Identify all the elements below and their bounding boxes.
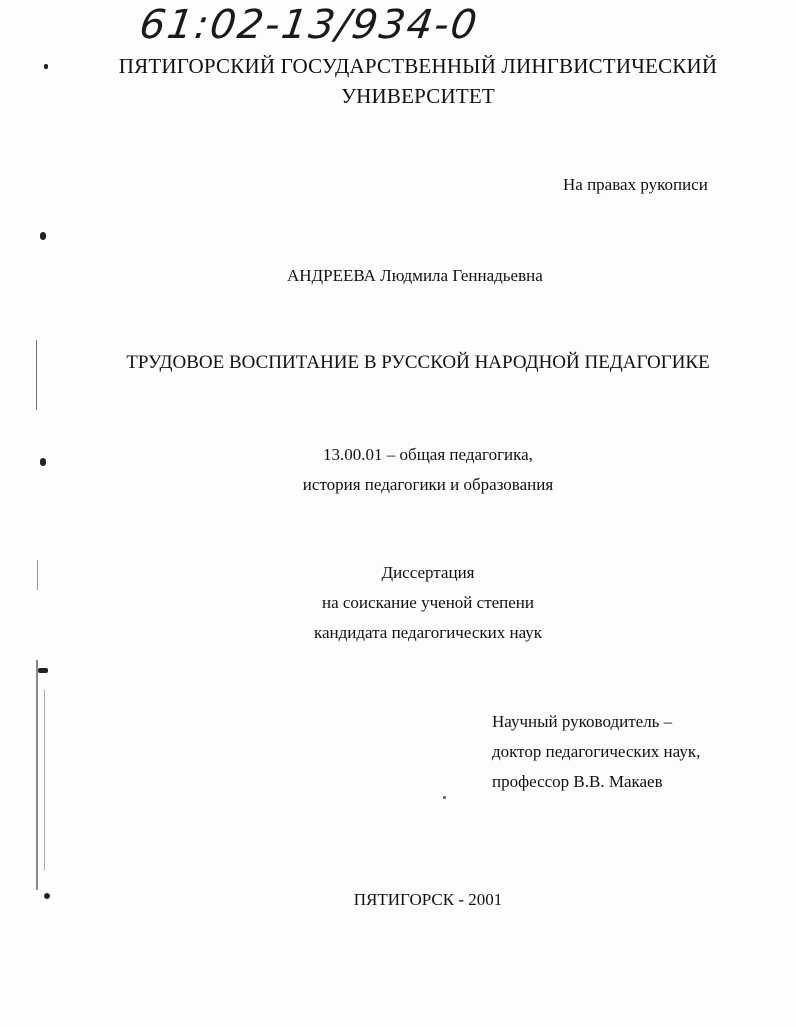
scan-speck xyxy=(40,458,46,466)
supervisor-degree: доктор педагогических наук, xyxy=(492,742,701,761)
rights-note: На правах рукописи xyxy=(563,175,708,194)
dissertation-label: Диссертация xyxy=(381,563,475,582)
university-name-line-2: УНИВЕРСИТЕТ xyxy=(341,84,495,108)
scan-speck xyxy=(44,893,50,899)
scan-line xyxy=(37,560,38,590)
author-name: АНДРЕЕВА Людмила Геннадьевна xyxy=(287,266,543,285)
scan-speck xyxy=(38,668,48,673)
dissertation-title: ТРУДОВОЕ ВОСПИТАНИЕ В РУССКОЙ НАРОДНОЙ ПЕДАГОГИКЕ xyxy=(126,352,710,373)
archive-handwritten-mark: 61:02-13/934-0 xyxy=(136,2,482,48)
scan-line xyxy=(36,340,37,410)
supervisor-label: Научный руководитель – xyxy=(492,712,673,731)
scan-line xyxy=(44,690,45,870)
specialty-name-line: история педагогики и образования xyxy=(302,475,554,494)
supervisor-name: профессор В.В. Макаев xyxy=(492,772,663,791)
scan-line xyxy=(36,660,38,890)
city-and-year: ПЯТИГОРСК - 2001 xyxy=(353,890,503,909)
specialty-code-line: 13.00.01 – общая педагогика, xyxy=(323,445,533,464)
degree-line-1: на соискание ученой степени xyxy=(321,593,535,612)
university-name-line-1: ПЯТИГОРСКИЙ ГОСУДАРСТВЕННЫЙ ЛИНГВИСТИЧЕСКИЙ xyxy=(118,54,718,78)
scan-speck xyxy=(40,232,46,240)
degree-line-2: кандидата педагогических наук xyxy=(313,623,543,642)
scan-speck xyxy=(443,796,446,799)
scan-speck xyxy=(44,64,48,69)
